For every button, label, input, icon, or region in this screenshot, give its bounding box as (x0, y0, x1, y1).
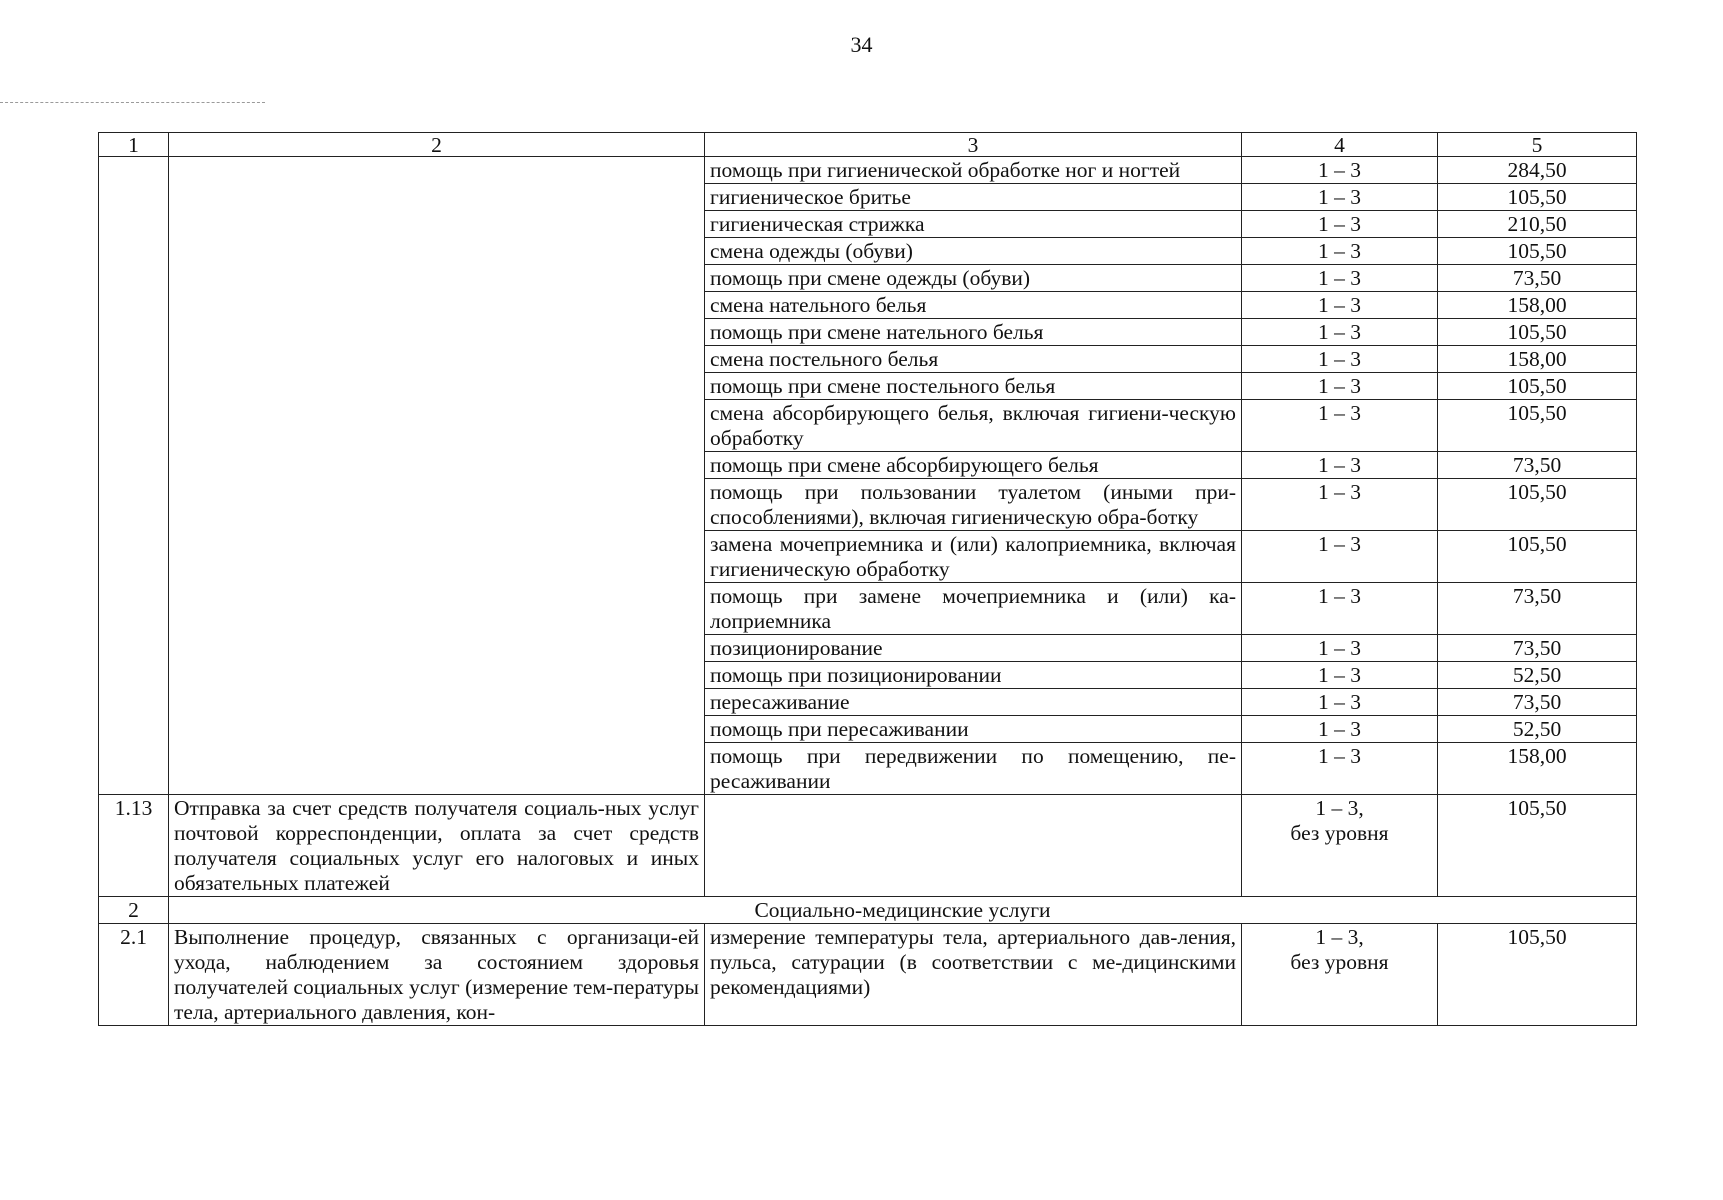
service-price: 105,50 (1438, 319, 1637, 346)
table-row-2-1 (99, 924, 1637, 1026)
service-level: 1 – 3 (1242, 689, 1438, 716)
service-level (1242, 924, 1438, 1026)
service-name: помощь при замене мочеприемника и (или) ка-лоприемника (705, 583, 1242, 635)
service-name: помощь при смене абсорбирующего белья (705, 452, 1242, 479)
service-level: 1 – 3 (1242, 211, 1438, 238)
service-level: 1 – 3 (1242, 400, 1438, 452)
page-number: 34 (850, 32, 873, 57)
row-number: 1.13 (99, 795, 169, 897)
service-name: помощь при смене нательного белья (705, 319, 1242, 346)
service-level: 1 – 3 (1242, 716, 1438, 743)
service-level: 1 – 3 (1242, 479, 1438, 531)
service-name: смена постельного белья (705, 346, 1242, 373)
service-price: 105,50 (1438, 924, 1637, 1026)
section-title: Социально-медицинские услуги (169, 897, 1637, 924)
header-row (99, 133, 1637, 157)
service-price: 158,00 (1438, 743, 1637, 795)
table-row-1-13 (99, 795, 1637, 897)
service-level: 1 – 3 (1242, 157, 1438, 184)
header-col-4: 4 (1242, 133, 1438, 157)
header-col-5: 5 (1438, 133, 1637, 157)
service-level: 1 – 3 (1242, 452, 1438, 479)
service-name: смена абсорбирующего белья, включая гигиени-ческую обработку (705, 400, 1242, 452)
service-level-line-1: 1 – 3, (1315, 796, 1364, 820)
service-level: 1 – 3 (1242, 662, 1438, 689)
service-group-name: Выполнение процедур, связанных с организаци-ей ухода, наблюдением за состоянием здоровья получателей социальных услуг (измерение тем-пературы тела, артериального давления, кон- (169, 924, 705, 1026)
service-name: помощь при передвижении по помещению, пе-ресаживании (705, 743, 1242, 795)
service-level (1242, 795, 1438, 897)
service-price: 105,50 (1438, 184, 1637, 211)
service-price: 105,50 (1438, 238, 1637, 265)
service-name: помощь при смене одежды (обуви) (705, 265, 1242, 292)
service-name: гигиеническое бритье (705, 184, 1242, 211)
row-number-empty-cell (99, 157, 169, 795)
section-row-2 (99, 897, 1637, 924)
service-level: 1 – 3 (1242, 583, 1438, 635)
service-price: 73,50 (1438, 583, 1637, 635)
service-name: помощь при позиционировании (705, 662, 1242, 689)
service-level: 1 – 3 (1242, 265, 1438, 292)
service-group-name: Отправка за счет средств получателя социаль-ных услуг почтовой корреспонденции, оплата за счет средств получателя социальных услуг его налоговых и иных обязательных платежей (169, 795, 705, 897)
service-level: 1 – 3 (1242, 238, 1438, 265)
service-level: 1 – 3 (1242, 184, 1438, 211)
service-level: 1 – 3 (1242, 319, 1438, 346)
service-level-line-2: без уровня (1290, 821, 1389, 845)
service-name (705, 795, 1242, 897)
service-name: помощь при гигиенической обработке ног и ногтей (705, 157, 1242, 184)
service-group-name-empty-cell (169, 157, 705, 795)
service-name: пересаживание (705, 689, 1242, 716)
service-name: гигиеническая стрижка (705, 211, 1242, 238)
service-price: 73,50 (1438, 452, 1637, 479)
service-price: 52,50 (1438, 662, 1637, 689)
service-price: 284,50 (1438, 157, 1637, 184)
service-name: смена одежды (обуви) (705, 238, 1242, 265)
service-price: 105,50 (1438, 479, 1637, 531)
service-name: помощь при смене постельного белья (705, 373, 1242, 400)
service-price: 52,50 (1438, 716, 1637, 743)
service-price: 158,00 (1438, 346, 1637, 373)
section-number: 2 (99, 897, 169, 924)
service-price: 105,50 (1438, 795, 1637, 897)
row-number: 2.1 (99, 924, 169, 1026)
service-level-line-2: без уровня (1290, 950, 1389, 974)
service-name: смена нательного белья (705, 292, 1242, 319)
service-price: 210,50 (1438, 211, 1637, 238)
service-level: 1 – 3 (1242, 346, 1438, 373)
header-col-1: 1 (99, 133, 169, 157)
service-price: 73,50 (1438, 635, 1637, 662)
table-row (99, 157, 1637, 184)
scan-artifact-line (0, 102, 265, 103)
service-price: 105,50 (1438, 373, 1637, 400)
service-price: 73,50 (1438, 689, 1637, 716)
service-price: 105,50 (1438, 531, 1637, 583)
service-level: 1 – 3 (1242, 743, 1438, 795)
service-name: помощь при пересаживании (705, 716, 1242, 743)
service-level-line-1: 1 – 3, (1315, 925, 1364, 949)
service-name: замена мочеприемника и (или) калоприемника, включая гигиеническую обработку (705, 531, 1242, 583)
service-name: помощь при пользовании туалетом (иными при-способлениями), включая гигиеническую обра-ботку (705, 479, 1242, 531)
service-name: позиционирование (705, 635, 1242, 662)
service-name: измерение температуры тела, артериального дав-ления, пульса, сатурации (в соответствии с ме-дицинскими рекомендациями) (705, 924, 1242, 1026)
service-price: 105,50 (1438, 400, 1637, 452)
services-table (98, 132, 1637, 1026)
service-level: 1 – 3 (1242, 635, 1438, 662)
service-level: 1 – 3 (1242, 531, 1438, 583)
header-col-2: 2 (169, 133, 705, 157)
header-col-3: 3 (705, 133, 1242, 157)
service-level: 1 – 3 (1242, 292, 1438, 319)
service-level: 1 – 3 (1242, 373, 1438, 400)
service-price: 158,00 (1438, 292, 1637, 319)
service-price: 73,50 (1438, 265, 1637, 292)
